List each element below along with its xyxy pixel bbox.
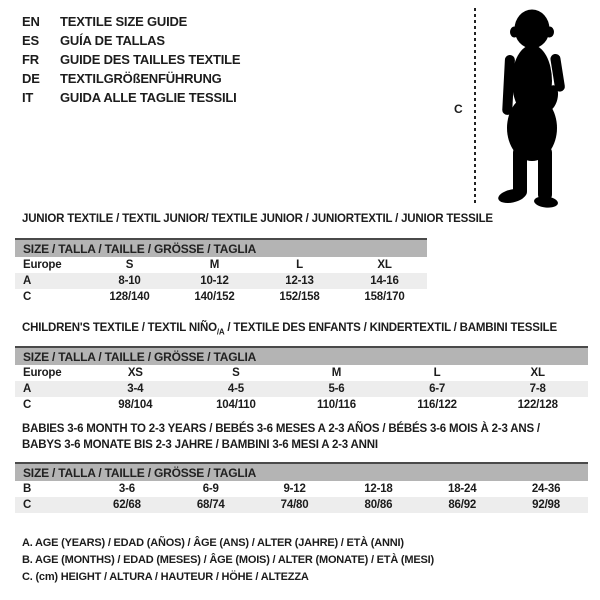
height-measure-label: C: [454, 102, 463, 116]
row-label: A: [23, 275, 32, 287]
size-cell: 4-5: [227, 383, 244, 395]
size-cell: 140/152: [194, 291, 235, 303]
size-cell: XS: [127, 367, 143, 379]
footnote-age-months: B. AGE (MONTHS) / EDAD (MESES) / ÂGE (MOIS) / ALTER (MONATE) / ETÀ (MESI): [22, 554, 434, 566]
size-cell: 92/98: [532, 499, 560, 511]
size-cell: M: [331, 367, 342, 379]
size-cell: 80/86: [364, 499, 393, 511]
size-cell: S: [125, 259, 134, 271]
table-row: [15, 273, 427, 289]
language-row: [22, 50, 240, 69]
size-cell: 12-18: [364, 483, 393, 495]
row-label: Europe: [23, 259, 62, 271]
size-cell: 6-7: [429, 383, 446, 395]
size-cell: 110/116: [317, 399, 356, 411]
size-cell: 8-10: [118, 275, 141, 287]
language-row: [22, 12, 240, 31]
height-dashed-line: [474, 8, 476, 206]
size-cell: 104/110: [216, 399, 256, 411]
row-label: C: [23, 291, 32, 303]
size-cell: 128/140: [109, 291, 150, 303]
footnote-legend: [22, 537, 434, 588]
table-row: [15, 397, 588, 413]
language-title: TEXTILE SIZE GUIDE: [60, 14, 188, 29]
size-cell: L: [433, 367, 441, 379]
size-header-band: SIZE / TALLA / TAILLE / GRÖSSE / TAGLIA: [15, 239, 427, 257]
size-header-row: [15, 239, 427, 257]
table-row: [15, 289, 427, 305]
language-code: ES: [22, 33, 39, 48]
language-row: [22, 31, 240, 50]
size-header-band: SIZE / TALLA / TAILLE / GRÖSSE / TAGLIA: [15, 463, 588, 481]
size-cell: 9-12: [283, 483, 306, 495]
size-cell: 98/104: [118, 399, 153, 411]
size-cell: 122/128: [517, 399, 558, 411]
title-line: BABYS 3-6 MONATE BIS 2-3 JAHRE / BAMBINI 3-6 MESI A 2-3 ANNI: [22, 439, 378, 451]
row-label: Europe: [23, 367, 62, 379]
size-cell: 3-6: [118, 483, 135, 495]
size-cell: L: [296, 259, 303, 271]
language-title: TEXTILGRÖßENFÜHRUNG: [60, 71, 222, 86]
language-row: [22, 69, 240, 88]
size-cell: 7-8: [529, 383, 546, 395]
row-label: B: [23, 483, 32, 495]
table-row: [15, 365, 588, 381]
size-cell: 18-24: [448, 483, 477, 495]
size-table: [15, 238, 427, 305]
size-cell: 12-13: [285, 275, 314, 287]
size-header-row: [15, 347, 588, 365]
language-row: [22, 88, 240, 107]
size-cell: XL: [530, 367, 545, 379]
language-title-list: [22, 12, 240, 107]
size-cell: 62/68: [113, 499, 141, 511]
footnote-age-years: A. AGE (YEARS) / EDAD (AÑOS) / ÂGE (ANS) / ALTER (JAHRE) / ETÀ (ANNI): [22, 537, 404, 549]
size-cell: 6-9: [202, 483, 219, 495]
size-cell: 158/170: [364, 291, 405, 303]
size-cell: 68/74: [196, 499, 225, 511]
size-cell: 152/158: [279, 291, 320, 303]
babies-textile-title: [22, 421, 540, 453]
language-code: FR: [22, 52, 39, 67]
size-cell: M: [209, 259, 220, 271]
language-code: IT: [22, 90, 34, 105]
language-code: EN: [22, 14, 40, 29]
junior-textile-title: JUNIOR TEXTILE / TEXTIL JUNIOR/ TEXTILE JUNIOR / JUNIORTEXTIL / JUNIOR TESSILE: [22, 213, 493, 225]
size-header-row: [15, 463, 588, 481]
size-cell: 74/80: [280, 499, 309, 511]
language-title: GUIDE DES TAILLES TEXTILE: [60, 52, 241, 67]
table-row: [15, 481, 588, 497]
size-cell: 10-12: [200, 275, 229, 287]
size-cell: 116/122: [417, 399, 457, 411]
size-cell: 86/92: [448, 499, 477, 511]
size-cell: 14-16: [370, 275, 399, 287]
row-label: C: [23, 399, 32, 411]
title-text: / TEXTILE DES ENFANTS / KINDERTEXTIL / BAMBINI TESSILE: [224, 322, 557, 334]
language-title: GUÍA DE TALLAS: [60, 33, 165, 48]
title-subscript: /A: [216, 327, 225, 337]
language-title: GUIDA ALLE TAGLIE TESSILI: [60, 90, 237, 105]
size-cell: XL: [377, 259, 392, 271]
size-cell: 3-4: [127, 383, 144, 395]
size-cell: S: [232, 367, 240, 379]
title-line: BABIES 3-6 MONTH TO 2-3 YEARS / BEBÉS 3-6 MESES A 2-3 AÑOS / BÉBÉS 3-6 MOIS À 2-3 ANS /: [22, 423, 540, 435]
title-text: CHILDREN'S TEXTILE / TEXTIL NIÑO: [22, 322, 217, 334]
size-table: [15, 346, 588, 413]
language-code: DE: [22, 71, 40, 86]
size-cell: 24-36: [531, 483, 561, 495]
table-row: [15, 497, 588, 513]
size-cell: 5-6: [328, 383, 345, 395]
table-row: [15, 257, 427, 273]
row-label: C: [23, 499, 32, 511]
row-label: A: [23, 383, 32, 395]
childrens-textile-title: [22, 322, 557, 336]
size-table: [15, 462, 588, 513]
footnote-height: C. (cm) HEIGHT / ALTURA / HAUTEUR / HÖHE / ALTEZZA: [22, 571, 309, 583]
table-row: [15, 381, 588, 397]
size-header-band: SIZE / TALLA / TAILLE / GRÖSSE / TAGLIA: [15, 347, 588, 365]
toddler-silhouette-image: [482, 6, 588, 208]
